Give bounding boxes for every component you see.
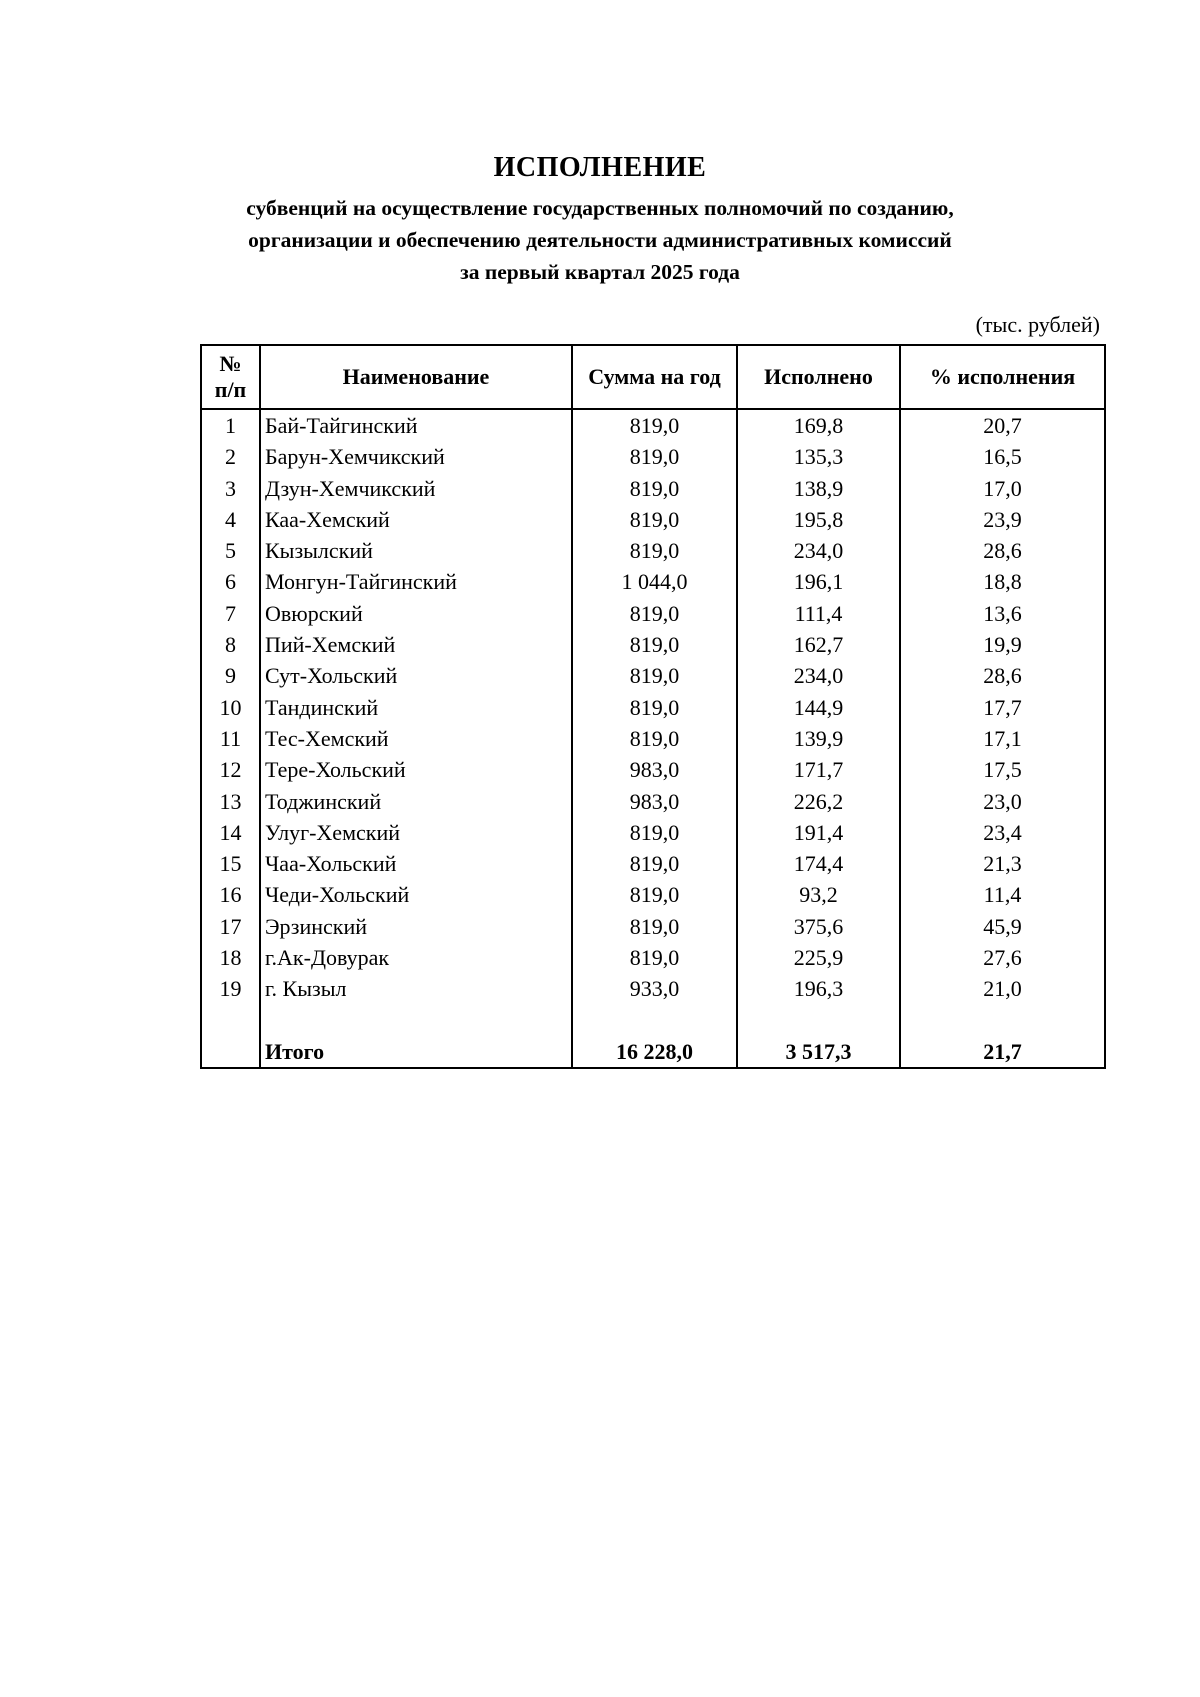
- cell-percent: 17,1: [900, 723, 1105, 754]
- cell-percent: 17,5: [900, 754, 1105, 785]
- cell-name: Барун-Хемчикский: [260, 441, 572, 472]
- cell-name: Тере-Хольский: [260, 754, 572, 785]
- table-row: [201, 692, 1105, 723]
- table-body: [201, 409, 1105, 1068]
- cell-name: г.Ак-Довурак: [260, 942, 572, 973]
- cell-annual: 819,0: [572, 473, 737, 504]
- cell-annual: 819,0: [572, 911, 737, 942]
- cell-executed: 234,0: [737, 535, 900, 566]
- cell-number: 2: [201, 441, 260, 472]
- cell-number: 5: [201, 535, 260, 566]
- header-number: [201, 345, 260, 409]
- cell-name: Тес-Хемский: [260, 723, 572, 754]
- table-row: [201, 473, 1105, 504]
- cell-number: 14: [201, 817, 260, 848]
- cell-number: 10: [201, 692, 260, 723]
- cell-annual: 819,0: [572, 441, 737, 472]
- cell-executed: 196,3: [737, 973, 900, 1004]
- cell-executed: 135,3: [737, 441, 900, 472]
- cell-annual: 819,0: [572, 848, 737, 879]
- cell-number: 12: [201, 754, 260, 785]
- cell-executed: 196,1: [737, 566, 900, 597]
- table-row: [201, 566, 1105, 597]
- total-name: Итого: [260, 1036, 572, 1068]
- subtitle-line: за первый квартал 2025 года: [460, 260, 740, 284]
- cell-percent: 17,0: [900, 473, 1105, 504]
- cell-name: Дзун-Хемчикский: [260, 473, 572, 504]
- cell-percent: 13,6: [900, 598, 1105, 629]
- header-executed: Исполнено: [737, 345, 900, 409]
- cell-number: 18: [201, 942, 260, 973]
- cell-percent: 11,4: [900, 879, 1105, 910]
- cell-annual: 819,0: [572, 879, 737, 910]
- table-row: [201, 629, 1105, 660]
- document-subtitle: [150, 192, 1050, 288]
- cell-number: 17: [201, 911, 260, 942]
- table-row: [201, 942, 1105, 973]
- total-executed: 3 517,3: [737, 1036, 900, 1068]
- header-number-line2: п/п: [214, 377, 247, 402]
- spacer-cell: [737, 1005, 900, 1036]
- cell-annual: 819,0: [572, 660, 737, 691]
- header-number-line1: №: [219, 351, 242, 376]
- total-row: [201, 1036, 1105, 1068]
- cell-number: 3: [201, 473, 260, 504]
- spacer-cell: [260, 1005, 572, 1036]
- header-name: Наименование: [260, 345, 572, 409]
- cell-annual: 983,0: [572, 786, 737, 817]
- cell-executed: 169,8: [737, 409, 900, 441]
- table-row: [201, 660, 1105, 691]
- table-row: [201, 409, 1105, 441]
- cell-executed: 226,2: [737, 786, 900, 817]
- cell-annual: 819,0: [572, 942, 737, 973]
- cell-percent: 17,7: [900, 692, 1105, 723]
- cell-annual: 819,0: [572, 629, 737, 660]
- cell-number: 13: [201, 786, 260, 817]
- cell-annual: 1 044,0: [572, 566, 737, 597]
- cell-annual: 819,0: [572, 817, 737, 848]
- cell-name: Пий-Хемский: [260, 629, 572, 660]
- cell-name: Монгун-Тайгинский: [260, 566, 572, 597]
- cell-name: Овюрский: [260, 598, 572, 629]
- total-number-cell: [201, 1036, 260, 1068]
- cell-name: Чеди-Хольский: [260, 879, 572, 910]
- table-row: [201, 598, 1105, 629]
- cell-annual: 819,0: [572, 409, 737, 441]
- header-annual: Сумма на год: [572, 345, 737, 409]
- table-row: [201, 848, 1105, 879]
- cell-percent: 16,5: [900, 441, 1105, 472]
- table-row: [201, 973, 1105, 1004]
- table-row: [201, 754, 1105, 785]
- cell-number: 9: [201, 660, 260, 691]
- cell-name: Эрзинский: [260, 911, 572, 942]
- spacer-row: [201, 1005, 1105, 1036]
- cell-percent: 28,6: [900, 535, 1105, 566]
- cell-annual: 983,0: [572, 754, 737, 785]
- cell-percent: 21,0: [900, 973, 1105, 1004]
- cell-annual: 819,0: [572, 723, 737, 754]
- cell-name: Каа-Хемский: [260, 504, 572, 535]
- table-row: [201, 535, 1105, 566]
- subtitle-line: субвенций на осуществление государственных полномочий по созданию,: [246, 196, 954, 220]
- header-percent: % исполнения: [900, 345, 1105, 409]
- cell-executed: 138,9: [737, 473, 900, 504]
- cell-name: г. Кызыл: [260, 973, 572, 1004]
- cell-executed: 111,4: [737, 598, 900, 629]
- cell-annual: 819,0: [572, 598, 737, 629]
- cell-name: Чаа-Хольский: [260, 848, 572, 879]
- cell-name: Сут-Хольский: [260, 660, 572, 691]
- table-row: [201, 817, 1105, 848]
- cell-number: 1: [201, 409, 260, 441]
- cell-number: 4: [201, 504, 260, 535]
- cell-percent: 21,3: [900, 848, 1105, 879]
- document-title: ИСПОЛНЕНИЕ: [493, 152, 707, 183]
- cell-executed: 171,7: [737, 754, 900, 785]
- cell-percent: 28,6: [900, 660, 1105, 691]
- table-header-row: [201, 345, 1105, 409]
- cell-executed: 162,7: [737, 629, 900, 660]
- cell-percent: 45,9: [900, 911, 1105, 942]
- cell-number: 7: [201, 598, 260, 629]
- cell-name: Бай-Тайгинский: [260, 409, 572, 441]
- cell-percent: 23,0: [900, 786, 1105, 817]
- table-row: [201, 911, 1105, 942]
- cell-percent: 23,4: [900, 817, 1105, 848]
- cell-number: 19: [201, 973, 260, 1004]
- subtitle-line: организации и обеспечению деятельности административных комиссий: [248, 228, 952, 252]
- cell-annual: 819,0: [572, 535, 737, 566]
- cell-number: 11: [201, 723, 260, 754]
- total-annual: 16 228,0: [572, 1036, 737, 1068]
- cell-number: 15: [201, 848, 260, 879]
- cell-annual: 819,0: [572, 692, 737, 723]
- cell-percent: 20,7: [900, 409, 1105, 441]
- cell-number: 8: [201, 629, 260, 660]
- execution-table: [200, 344, 1106, 1069]
- cell-name: Кызылский: [260, 535, 572, 566]
- spacer-cell: [201, 1005, 260, 1036]
- cell-executed: 174,4: [737, 848, 900, 879]
- units-label: (тыс. рублей): [975, 312, 1100, 337]
- table-row: [201, 723, 1105, 754]
- table-row: [201, 441, 1105, 472]
- cell-executed: 234,0: [737, 660, 900, 691]
- cell-executed: 93,2: [737, 879, 900, 910]
- cell-annual: 933,0: [572, 973, 737, 1004]
- cell-executed: 375,6: [737, 911, 900, 942]
- cell-annual: 819,0: [572, 504, 737, 535]
- spacer-cell: [572, 1005, 737, 1036]
- table-row: [201, 504, 1105, 535]
- cell-number: 6: [201, 566, 260, 597]
- spacer-cell: [900, 1005, 1105, 1036]
- cell-executed: 191,4: [737, 817, 900, 848]
- cell-name: Улуг-Хемский: [260, 817, 572, 848]
- cell-executed: 144,9: [737, 692, 900, 723]
- cell-name: Тандинский: [260, 692, 572, 723]
- cell-percent: 23,9: [900, 504, 1105, 535]
- cell-number: 16: [201, 879, 260, 910]
- cell-name: Тоджинский: [260, 786, 572, 817]
- cell-percent: 18,8: [900, 566, 1105, 597]
- cell-executed: 139,9: [737, 723, 900, 754]
- table-row: [201, 879, 1105, 910]
- cell-percent: 27,6: [900, 942, 1105, 973]
- table-row: [201, 786, 1105, 817]
- total-percent: 21,7: [900, 1036, 1105, 1068]
- cell-executed: 225,9: [737, 942, 900, 973]
- cell-executed: 195,8: [737, 504, 900, 535]
- cell-percent: 19,9: [900, 629, 1105, 660]
